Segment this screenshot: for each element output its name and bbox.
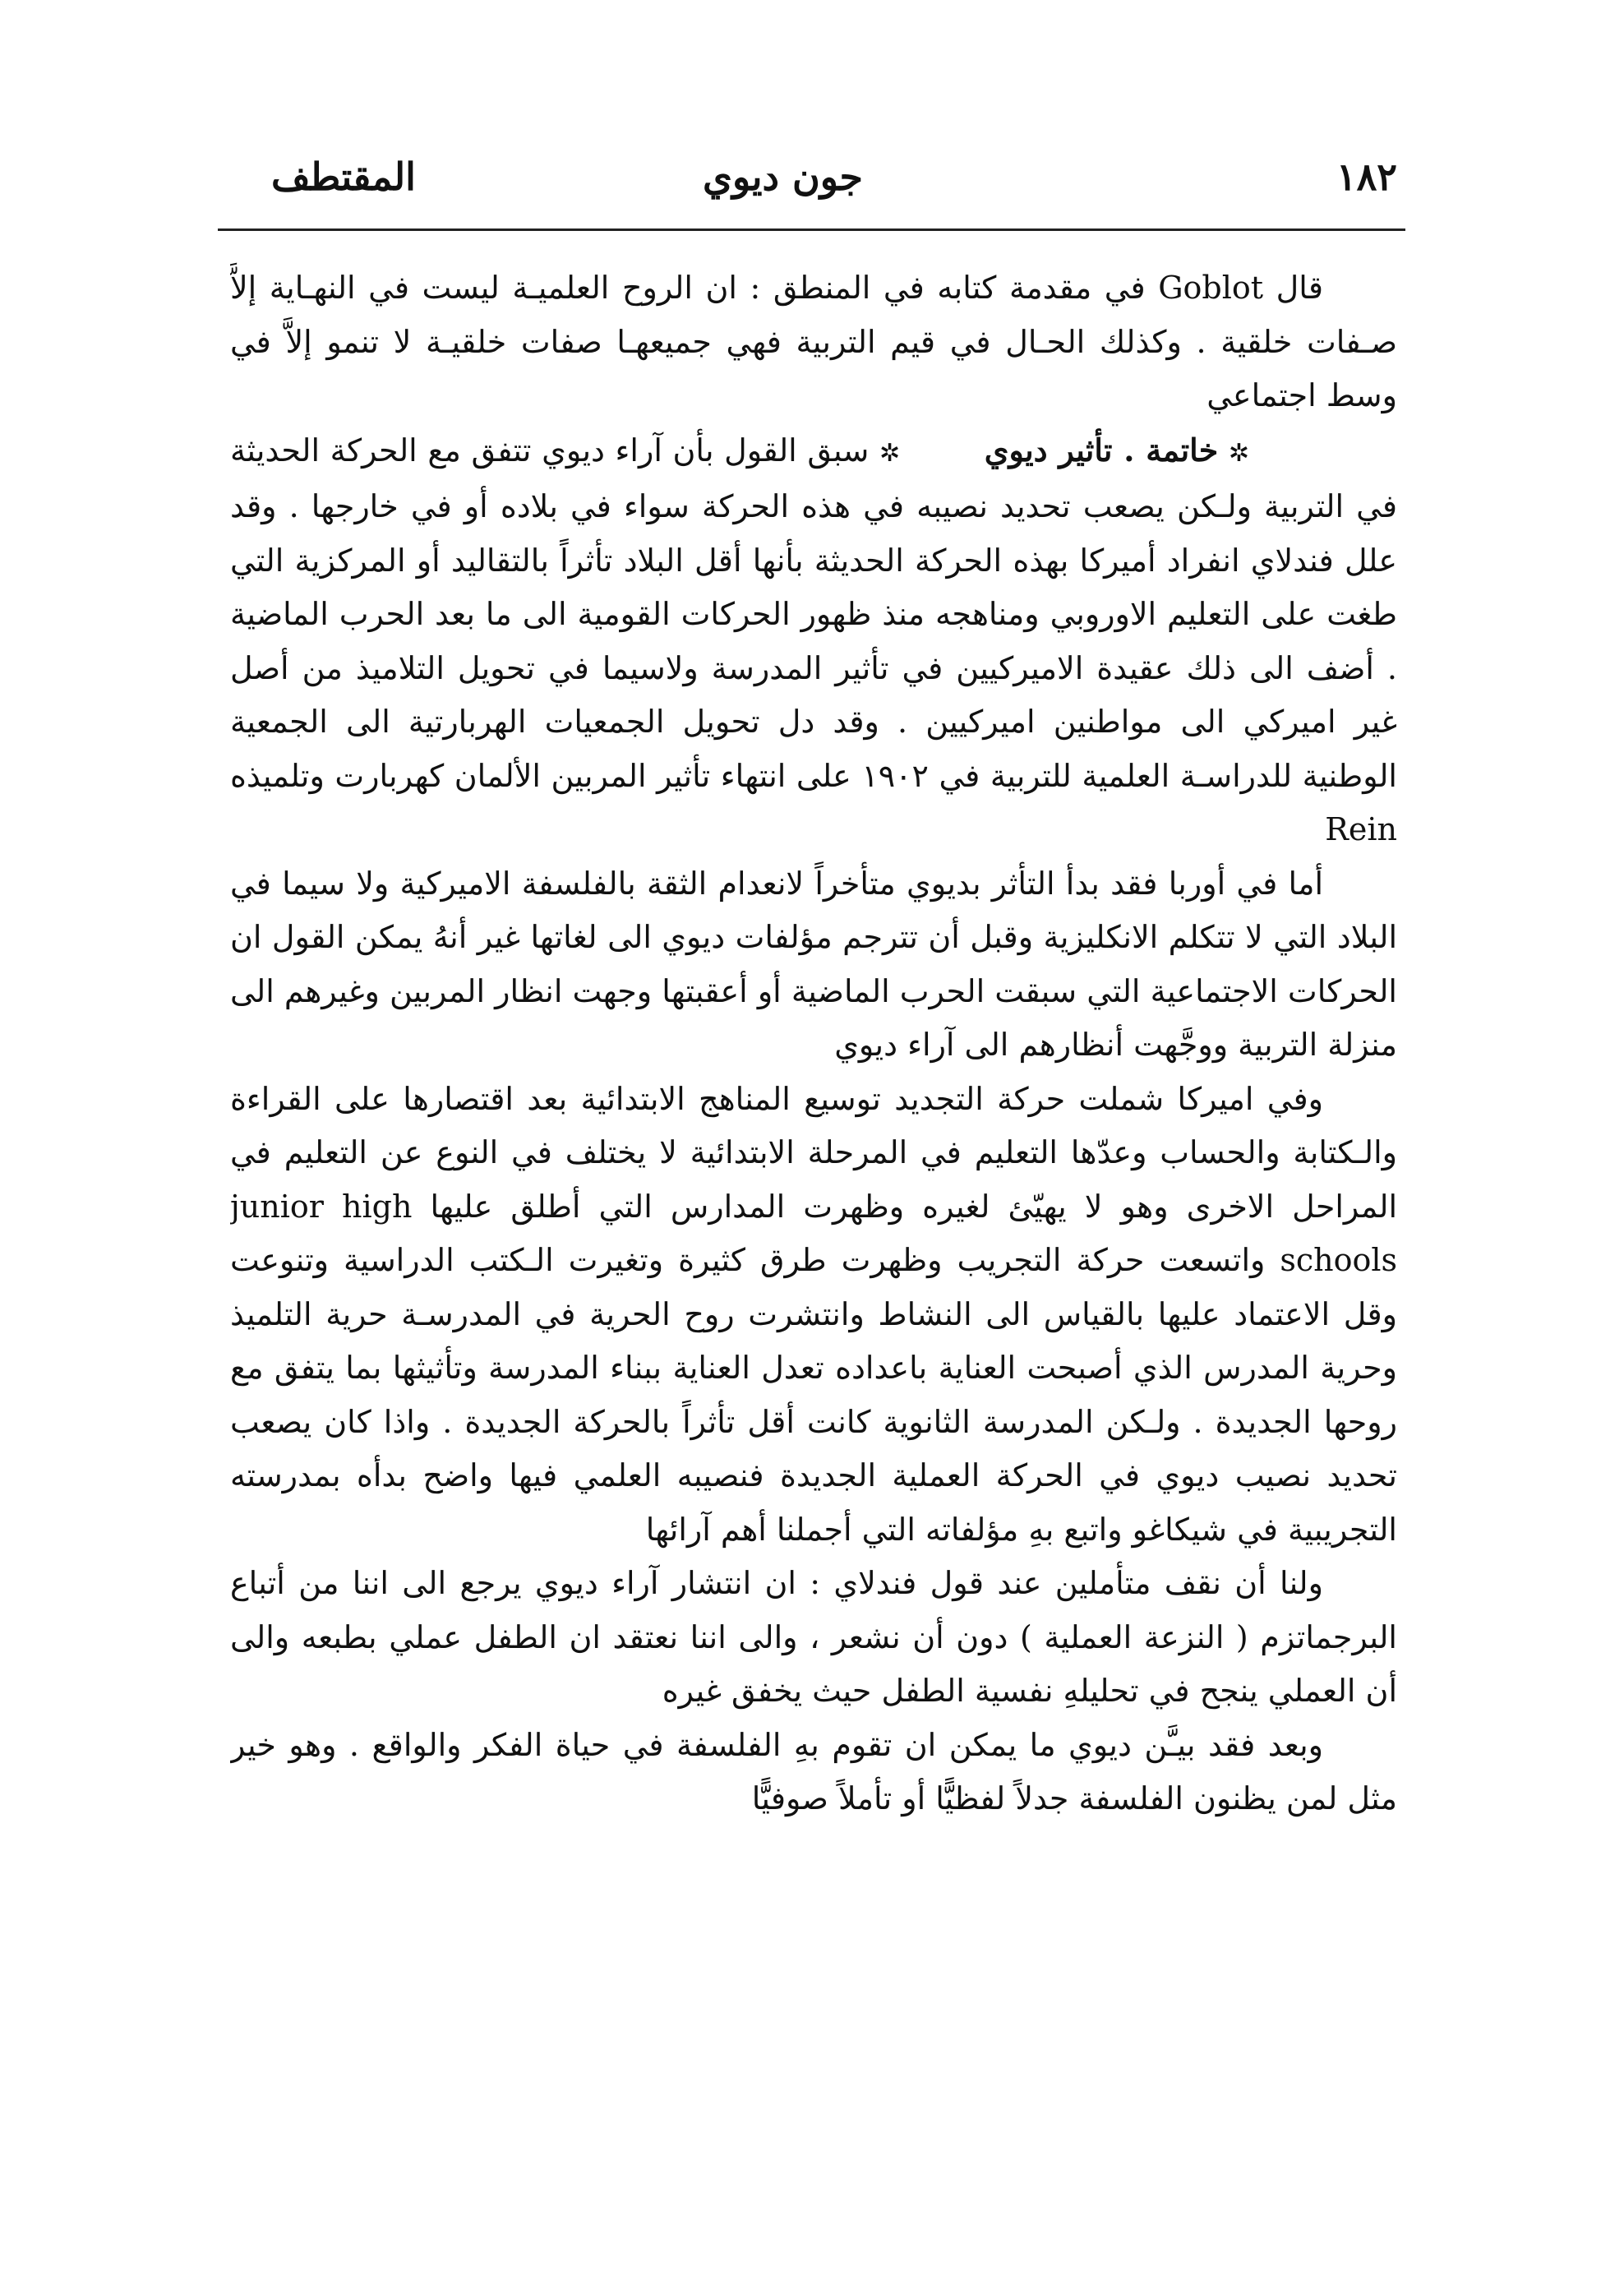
star-ornament-icon: ✲ bbox=[1228, 438, 1249, 468]
paragraph-goblot: قال Goblot في مقدمة كتابه في المنطق : ان الروح العلميـة ليست في النهـاية إلاَّ صـفات خلقية . وكذلك الحـال في قيم التربية فهي جميعهـا صفات خلقيـة لا تنمو إلاَّ في وسط اجتماعي bbox=[230, 270, 1397, 413]
latin-term-junior-high-schools: junior high schools bbox=[230, 1188, 1397, 1278]
star-ornament-icon: ✲ bbox=[879, 438, 901, 468]
journal-name: المقتطف bbox=[271, 155, 416, 199]
article-body bbox=[230, 261, 1397, 2201]
paragraph-conclusion: ✲ خاتمة . تأثير ديوي ✲ سبق القول بأن آراء ديوي تتفق مع الحركة الحديثة في التربية ولـكن يصعب تحديد نصيبه في هذه الحركة سواء في بلاده أو في خارجها . وقد علل فندلاي انفراد أميركا بهذه الحركة الحديثة بأنها أقل البلاد تأثراً بالتقاليد أو المركزية التي طغت على التعليم الاوروبي ومناهجه منذ ظهور الحركات القومية الى ما بعد الحرب الماضية . أضف الى ذلك عقيدة الاميركيين في تأثير المدرسة ولاسيما في تحويل التلاميذ من أصل غير اميركي الى مواطنين اميركيين . وقد دل تحويل الجمعيات الهربارتية الى الجمعية الوطنية للدراسـة العلمية للتربية في ١٩٠٢ على انتهاء تأثير المربين الألمان كهربارت وتلميذه Rein bbox=[230, 423, 1397, 857]
page-number: ١٨٢ bbox=[1336, 155, 1397, 199]
paragraph-america: وفي اميركا شملت حركة التجديد توسيع المناهج الابتدائية بعد اقتصارها على القراءة والـكتابة والحساب وعدّها التعليم في المرحلة الابتدائية لا يختلف في النوع عن التعليم في المراحل الاخرى وهو لا يهيّئ لغيره وظهرت المدارس التي أطلق عليها junior high schools واتسعت حركة التجريب وظهرت طرق كثيرة وتغيرت الـكتب الدراسية وتنوعت وقل الاعتماد عليها بالقياس الى النشاط وانتشرت روح الحرية في المدرسـة حرية التلميذ وحرية المدرس الذي أصبحت العناية باعداده تعدل العناية ببناء المدرسة وتأثيثها بما يتفق مع روحها الجديدة . ولـكن المدرسة الثانوية كانت أقل تأثراً بالحركة الجديدة . واذا كان يصعب تحديد نصيب ديوي في الحركة العملية الجديدة فنصيبه العلمي فيها واضح بدأه بمدرسته التجريبية في شيكاغو واتبع بهِ مؤلفاته التي أجملنا أهم آرائها bbox=[230, 1080, 1397, 1548]
running-title: جون ديوي bbox=[702, 155, 863, 199]
latin-term-rein: Rein bbox=[1325, 811, 1397, 847]
paragraph-europe: أما في أوربا فقد بدأ التأثر بديوي متأخراً لانعدام الثقة بالفلسفة الاميركية ولا سيما في البلاد التي لا تتكلم الانكليزية وقبل أن تترجم مؤلفات ديوي الى لغاتها غير أنهُ يمكن القول ان الحركات الاجتماعية التي سبقت الحرب الماضية أو أعقبتها وجهت انظار المربين وغيرهم الى منزلة التربية ووجَّهت أنظارهم الى آراء ديوي bbox=[230, 865, 1397, 1063]
paragraph-findlay: ولنا أن نقف متأملين عند قول فندلاي : ان انتشار آراء ديوي يرجع الى اننا من أتباع البرجماتزم ( النزعة العملية ) دون أن نشعر ، والى اننا نعتقد ان الطفل عملي بطبعه والى أن العملي ينجح في تحليلهِ نفسية الطفل حيث يخفق غيره bbox=[230, 1565, 1397, 1709]
running-header bbox=[271, 148, 1397, 205]
header-rule bbox=[218, 228, 1405, 231]
paragraph-closing: وبعد فقد بيـَّن ديوي ما يمكن ان تقوم بهِ الفلسفة في حياة الفكر والواقع . وهو خير مثل لمن يظنون الفلسفة جدلاً لفظيًّا أو تأملاً صوفيًّا bbox=[230, 1726, 1397, 1816]
latin-term-goblot: Goblot bbox=[1158, 270, 1264, 306]
section-lead: خاتمة . تأثير ديوي bbox=[984, 431, 1219, 469]
